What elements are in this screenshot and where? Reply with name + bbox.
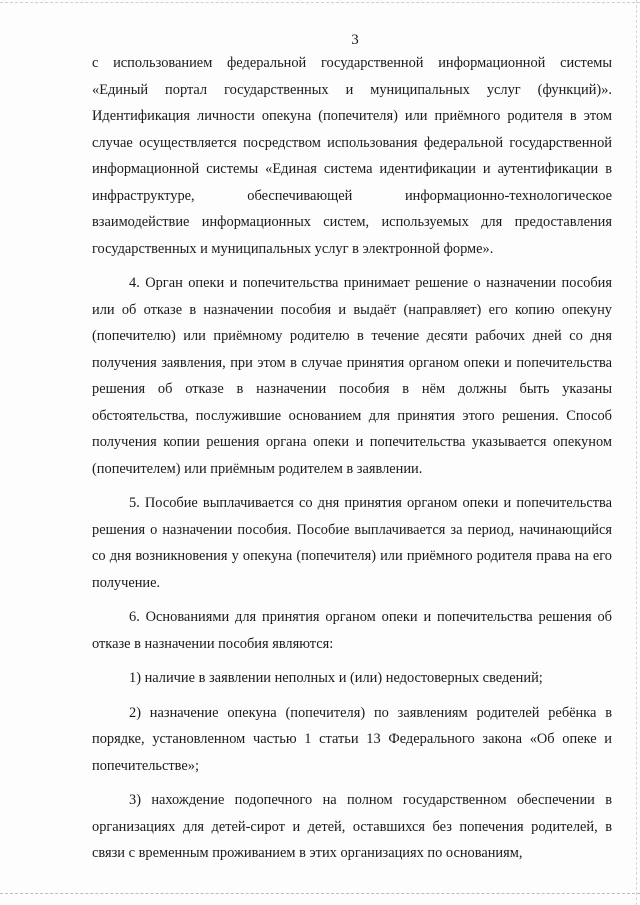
scan-edge-right xyxy=(636,0,637,905)
scan-edge-top xyxy=(0,2,640,3)
paragraph-item-5: 5. Пособие выплачивается со дня принятия органом опеки и попечительства решения о назначении пособия. Пособие выплачивается за период, начинающийся со дня возникновения у опекуна (попечителя) или приёмного родителя права на его получение. xyxy=(92,495,612,591)
scan-edge-bottom xyxy=(0,893,640,894)
document-body xyxy=(92,50,612,867)
subitem-1: 1) наличие в заявлении неполных и (или) недостоверных сведений; xyxy=(129,670,543,686)
subitem-3: 3) нахождение подопечного на полном государственном обеспечении в организациях для детей-сирот и детей, оставшихся без попечения родителей, в связи с временным проживанием в этих организациях по основаниям, xyxy=(92,792,612,861)
subitem-2: 2) назначение опекуна (попечителя) по заявлениям родителей ребёнка в порядке, установленном частью 1 статьи 13 Федерального закона «Об опеке и попечительстве»; xyxy=(92,704,612,774)
paragraph-item-6: 6. Основаниями для принятия органом опеки и попечительства решения об отказе в назначении пособия являются: xyxy=(92,609,612,652)
paragraph-item-4: 4. Орган опеки и попечительства принимает решение о назначении пособия или об отказе в назначении пособия и выдаёт (направляет) его копию опекуну (попечителю) или приёмному родителю в течение десяти рабочих дней со дня получения заявления, при этом в случае принятия органом опеки и попечительства решения об отказе в назначении пособия в нём должны быть указаны обстоятельства, послужившие основанием для принятия этого решения. Способ получения копии решения органа опеки и попечительства указывается опекуном (попечителем) или приёмным родителем в заявлении. xyxy=(92,275,612,477)
paragraph-continuation: с использованием федеральной государственной информационной системы «Единый портал государственных и муниципальных услуг (функций)». Идентификация личности опекуна (попечителя) или приёмного родителя в этом случае осуществляется посредством использования федеральной государственной информационной системы «Единая система идентификации и аутентификации в инфраструктуре, обеспечивающей информационно-технологическое взаимодействие информационных систем, используемых для предоставления государственных и муниципальных услуг в электронной форме». xyxy=(92,55,612,257)
page-number: 3 xyxy=(351,32,359,48)
